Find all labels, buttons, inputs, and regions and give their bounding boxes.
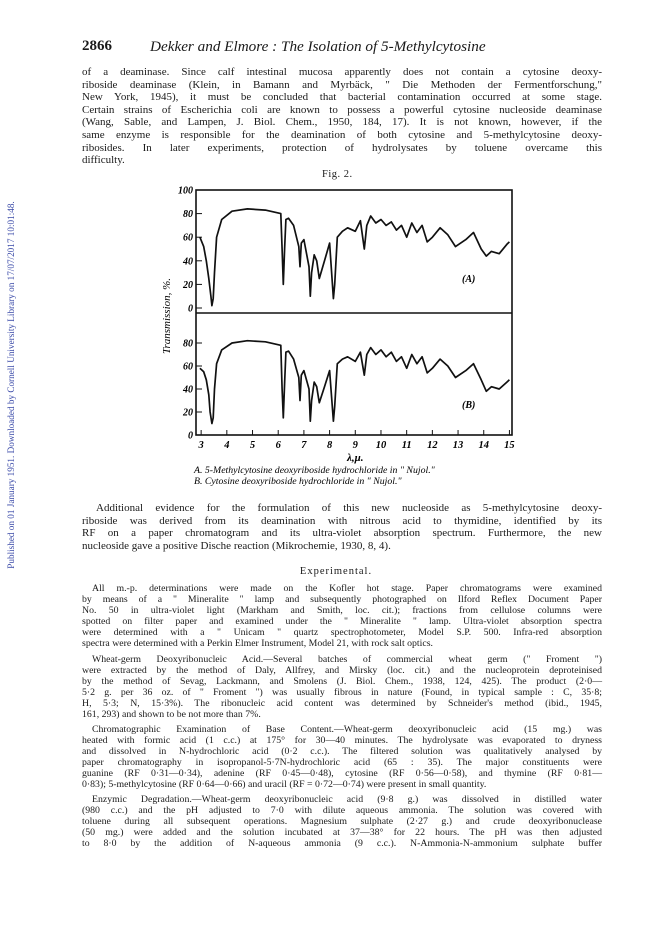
panel-label-a: (A) [462, 274, 476, 285]
y-tick-label: 80 [183, 338, 193, 350]
spectrum-trace-b [200, 341, 510, 424]
text-line: guanine (RF 0·31—0·34), adenine (RF 0·45—0·48), cytosine (RF 0·56—0·58), and thymine (RF 0·81— [82, 768, 602, 780]
y-tick-label: 60 [183, 361, 193, 373]
text-line: 5·2 g. per 36 oz. of " Froment ") was usually fibrous in nature (Found, in typical sample : C, 35·8; [82, 687, 602, 699]
text-line: by means of a " Mineralite " lamp and subsequently photographed on Ilford Reflex Document Paper [82, 594, 602, 606]
y-tick-label: 40 [183, 384, 193, 396]
text-line: were determined with a " Unicam " quartz spectrophotometer, Model S.P. 500. Infra-red absorption [82, 627, 602, 639]
download-watermark-text: Published on 01 January 1951. Downloaded by Cornell University Library on 17/07/2017 10:01:48. [6, 201, 16, 569]
text-line: Certain strains of Escherichia coli are known to possess a powerful cytosine nucleoside deaminase [82, 103, 602, 116]
text-line: spotted on filter paper and examined under the " Mineralite " lamp. Ultra-violet absorption spectra [82, 616, 602, 628]
y-axis-label: Transmission, %. [161, 277, 173, 355]
text-line: Enzymic Degradation.—Wheat-germ deoxyribonucleic acid (9·8 g.) was dissolved in distilled water [92, 794, 602, 805]
text-line: difficulty. [82, 154, 125, 167]
middle-paragraph [82, 502, 602, 552]
panel-label-b: (B) [462, 400, 476, 411]
text-line: No. 50 in ultra-violet light (Markham and Smith, loc. cit.); fractions from cellulose columns were [82, 605, 602, 617]
text-line: and dissolved in N-hydrochloric acid (0·2 c.c.). The filtered solution was qualitatively analysed by [82, 746, 602, 758]
experimental-paragraph-2 [82, 654, 602, 721]
y-tick-label: 20 [183, 407, 193, 419]
text-line: (980 c.c.) and the pH adjusted to 7·0 with dilute aqueous ammonia. The solution was covered with [82, 805, 602, 817]
y-tick-label: 20 [183, 279, 193, 291]
text-line: toluene during all subsequent operations. Magnesium sulphate (2·27 g.) and crude deoxyribonuclease [82, 816, 602, 828]
y-tick-label: 0 [188, 430, 193, 442]
x-tick-label: 11 [401, 440, 412, 451]
experimental-paragraph-3 [82, 724, 602, 791]
experimental-paragraph-1 [82, 583, 602, 650]
text-line: nucleoside gave a positive Dische reaction (Mikrochemie, 1930, 8, 4). [82, 539, 391, 552]
text-line: 161, 293) and shown to be not more than 7%. [82, 709, 261, 721]
x-tick-label: 12 [427, 440, 438, 451]
y-tick-label: 60 [183, 232, 193, 244]
x-tick-label: 3 [198, 440, 204, 451]
text-line: spectra were determined with a Perkin Elmer Instrument, Model 21, with rock salt optics. [82, 638, 433, 650]
text-line: same enzyme is responsible for the deamination of both cytosine and 5-methylcytosine deoxy- [82, 128, 602, 141]
spectrum-trace-a [200, 209, 510, 306]
text-line: H, 5·3; N, 15·3%). The ribonucleic acid content was determined by Schneider's method (ibid., 1945, [82, 698, 602, 710]
x-tick-label: 8 [326, 440, 333, 451]
x-tick-label: 14 [478, 440, 489, 451]
x-tick-label: 4 [224, 440, 230, 451]
text-line: Wheat-germ Deoxyribonucleic Acid.—Several batches of commercial wheat germ (" Froment ") [92, 654, 602, 665]
text-line: All m.-p. determinations were made on the Kofler hot stage. Paper chromatograms were examined [92, 583, 602, 594]
text-line: (Wang, Sable, and Lampen, J. Biol. Chem., 1950, 184, 17). It is not known, however, if the [82, 116, 602, 129]
x-axis-label: λ,μ. [347, 452, 364, 464]
section-heading-experimental: Experimental. [299, 566, 373, 577]
x-tick-label: 5 [249, 440, 256, 451]
y-tick-label: 100 [178, 185, 193, 197]
text-line: 0·83); 5-methylcytosine (RF 0·64—0·66) and uracil (RF = 0·72—0·74) were present in small quantity. [82, 779, 487, 791]
text-line: Chromatographic Examination of Base Content.—Wheat-germ deoxyribonucleic acid (15 mg.) was [92, 724, 602, 735]
caption-b: B. Cytosine deoxyriboside hydrochloride in " Nujol." [194, 476, 402, 487]
text-line: by the method of Sevag, Lackmann, and Smolens (J. Biol. Chem., 1938, 124, 425). The product (2·0— [82, 676, 602, 688]
text-line: of a deaminase. Since calf intestinal mucosa apparently does not contain a cytosine deoxy- [82, 66, 602, 78]
x-tick-label: 10 [375, 440, 387, 451]
x-tick-label: 15 [504, 440, 515, 451]
x-tick-label: 7 [301, 440, 307, 451]
text-line: riboside was derived from its deamination with nitrous acid to thymidine, identified by its [82, 514, 602, 527]
ir-spectrum-figure [0, 180, 672, 490]
text-line: paper chromatography in isopropanol-5·7N-hydrochloric acid (65 : 35). The major constituents were [82, 757, 602, 769]
text-line: riboside deaminase (Klein, in Bamann and Myrbäck, " Die Methoden der Fermentforschung," [82, 78, 602, 91]
text-line: ribosides. In later experiments, protection of hydrolysates by toluene overcame this [82, 141, 602, 154]
text-line: RF on a paper chromatogram and its ultra-violet absorption spectrum. Furthermore, the new [82, 527, 602, 540]
experimental-paragraph-4 [82, 794, 602, 849]
running-title: Dekker and Elmore : The Isolation of 5-Methylcytosine [150, 38, 486, 55]
x-tick-label: 9 [352, 440, 358, 451]
text-line: to 8·0 by the addition of N-aqueous ammonia (9 c.c.). N-Ammonia-N-ammonium sulphate buffer [82, 838, 602, 850]
x-tick-label: 6 [275, 440, 281, 451]
text-line: Additional evidence for the formulation of this new nucleoside as 5-methylcytosine deoxy- [96, 502, 602, 514]
text-line: were extracted by the method of Daly, Allfrey, and Mirsky (loc. cit.) and the nucleoprotein deproteinised [82, 665, 602, 677]
x-tick-label: 13 [452, 440, 464, 451]
y-tick-label: 80 [183, 209, 193, 221]
text-line: New York, 1945), it must be concluded that bacterial contamination occurred at some stage. [82, 91, 602, 104]
text-line: heated with formic acid (1 c.c.) at 175° for 30—40 minutes. The hydrolysate was evaporated to dryness [82, 735, 602, 747]
page-header [82, 38, 602, 58]
figure-label: Fig. 2. [322, 169, 353, 180]
page-number: 2866 [82, 38, 112, 54]
intro-paragraph [82, 66, 602, 167]
y-tick-label: 0 [188, 303, 193, 315]
text-line: (50 mg.) were added and the solution incubated at 37—38° for 22 hours. The pH was then adjusted [82, 827, 602, 839]
caption-a: A. 5-Methylcytosine deoxyriboside hydrochloride in " Nujol." [194, 465, 435, 476]
y-tick-label: 40 [183, 256, 193, 268]
